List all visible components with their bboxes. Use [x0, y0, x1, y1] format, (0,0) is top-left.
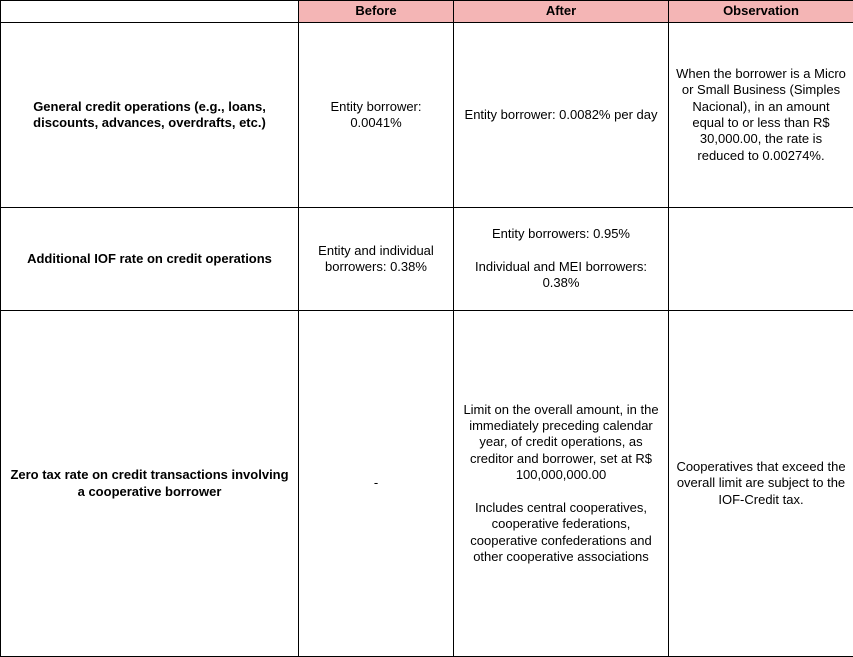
after-cell [454, 23, 669, 208]
after-line: Entity borrowers: 0.95% [491, 226, 630, 242]
table-row-general-credit [1, 23, 853, 208]
after-line: Individual and MEI borrowers: 0.38% [475, 258, 647, 291]
before-cell: Entity borrower: 0.0041% [299, 23, 454, 208]
header-row [1, 1, 853, 23]
before-cell: - [299, 311, 454, 657]
observation-cell: Cooperatives that exceed the overall limit are subject to the IOF-Credit tax. [669, 311, 853, 657]
after-cell [454, 208, 669, 311]
header-after: After [454, 1, 669, 23]
after-line: Limit on the overall amount, in the immediately preceding calendar year, of credit operations, as creditor and borrower, set at R$ 100,000,000.00 [463, 401, 659, 483]
table-row-zero-tax-cooperative [1, 311, 853, 657]
row-label: Additional IOF rate on credit operations [1, 208, 299, 311]
observation-cell: When the borrower is a Micro or Small Business (Simples Nacional), in an amount equal to or less than R$ 30,000.00, the rate is reduced to 0.00274%. [669, 23, 853, 208]
header-before: Before [299, 1, 454, 23]
header-blank-cell [1, 1, 299, 23]
after-line: Entity borrower: 0.0082% per day [464, 106, 658, 122]
after-line: Includes central cooperatives, cooperative federations, cooperative confederations and other cooperative associations [470, 499, 652, 564]
table-row-additional-iof [1, 208, 853, 311]
row-label: General credit operations (e.g., loans, discounts, advances, overdrafts, etc.) [1, 23, 299, 208]
observation-cell [669, 208, 853, 311]
header-observation: Observation [669, 1, 853, 23]
after-cell [454, 311, 669, 657]
before-cell: Entity and individual borrowers: 0.38% [299, 208, 454, 311]
row-label: Zero tax rate on credit transactions involving a cooperative borrower [1, 311, 299, 657]
